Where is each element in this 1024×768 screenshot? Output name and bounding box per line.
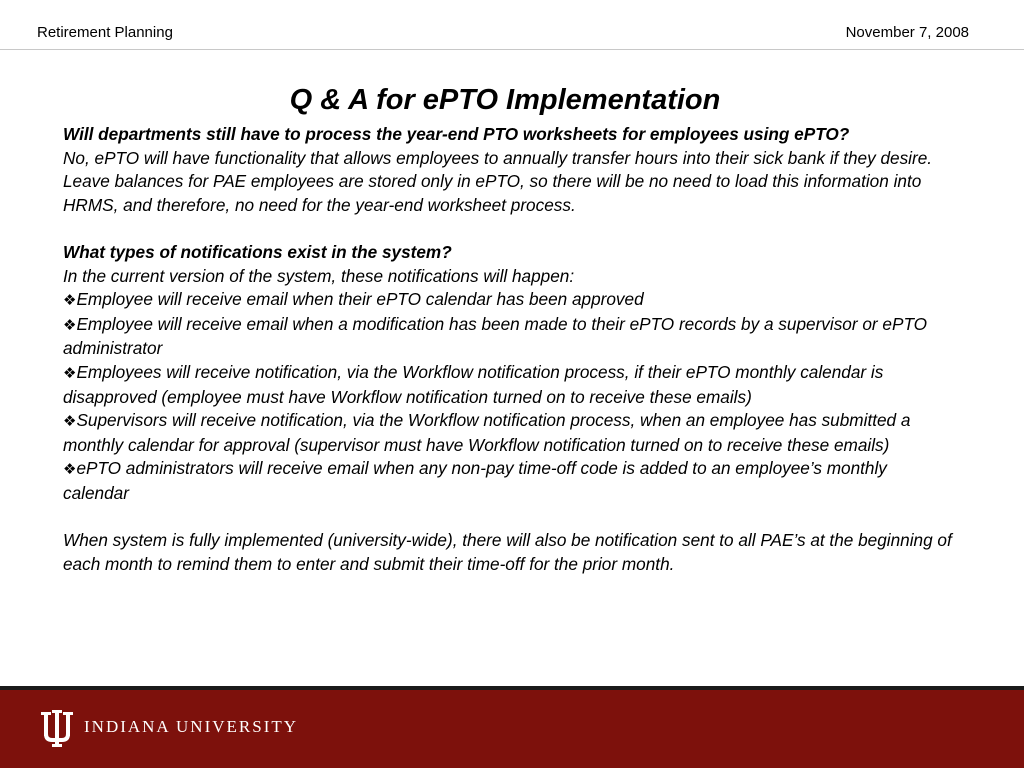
bullet-item [63, 313, 953, 361]
institution-name: INDIANA UNIVERSITY [84, 717, 299, 736]
slide-title: Q & A for ePTO Implementation [289, 84, 721, 116]
spacer [63, 506, 953, 530]
footer-band [0, 690, 1024, 768]
bullet-item [63, 409, 953, 457]
question-1: Will departments still have to process the year-end PTO worksheets for employees using ePTO? [63, 124, 850, 144]
bullet-item [63, 288, 953, 313]
diamond-bullet-icon: ❖ [63, 292, 77, 310]
bullet-text: ePTO administrators will receive email when any non-pay time-off code is added to an employee’s monthly calendar [63, 458, 887, 503]
spacer [63, 217, 953, 241]
diamond-bullet-icon: ❖ [63, 413, 77, 431]
bullet-text: Supervisors will receive notification, via the Workflow notification process, when an employee has submitted a monthly calendar for approval (supervisor must have Workflow notification turned on to receive these emails) [63, 410, 911, 455]
diamond-bullet-icon: ❖ [63, 316, 77, 334]
bullet-text: Employees will receive notification, via the Workflow notification process, if their ePTO monthly calendar is disapproved (employee must have Workflow notification turned on to receive these emails) [63, 361, 884, 407]
diamond-bullet-icon: ❖ [63, 461, 77, 479]
iu-trident-logo-icon [40, 710, 74, 750]
bullet-item [63, 457, 953, 505]
header-date: November 7, 2008 [845, 24, 969, 41]
closing-paragraph: When system is fully implemented (university-wide), there will also be notification sent to all PAE’s at the beginning of each month to remind them to enter and submit their time-off for the prior month. [63, 530, 952, 574]
bullet-item [63, 361, 953, 409]
slide-body [63, 123, 953, 576]
header-presentation-title: Retirement Planning [37, 24, 173, 41]
bullet-text: Employee will receive email when their ePTO calendar has been approved [76, 289, 644, 310]
question-2: What types of notifications exist in the system? [63, 241, 452, 262]
answer-1: No, ePTO will have functionality that allows employees to annually transfer hours into their sick bank if they desire. Leave balances for PAE employees are stored only in ePTO, so there will be no need to load this information into HRMS, and therefore, no need for the year-end worksheet process. [63, 147, 933, 215]
diamond-bullet-icon: ❖ [63, 364, 77, 382]
header-divider [0, 49, 1024, 50]
answer-2-intro: In the current version of the system, these notifications will happen: [63, 265, 575, 286]
bullet-text: Employee will receive email when a modification has been made to their ePTO records by a supervisor or ePTO administrator [63, 313, 927, 359]
